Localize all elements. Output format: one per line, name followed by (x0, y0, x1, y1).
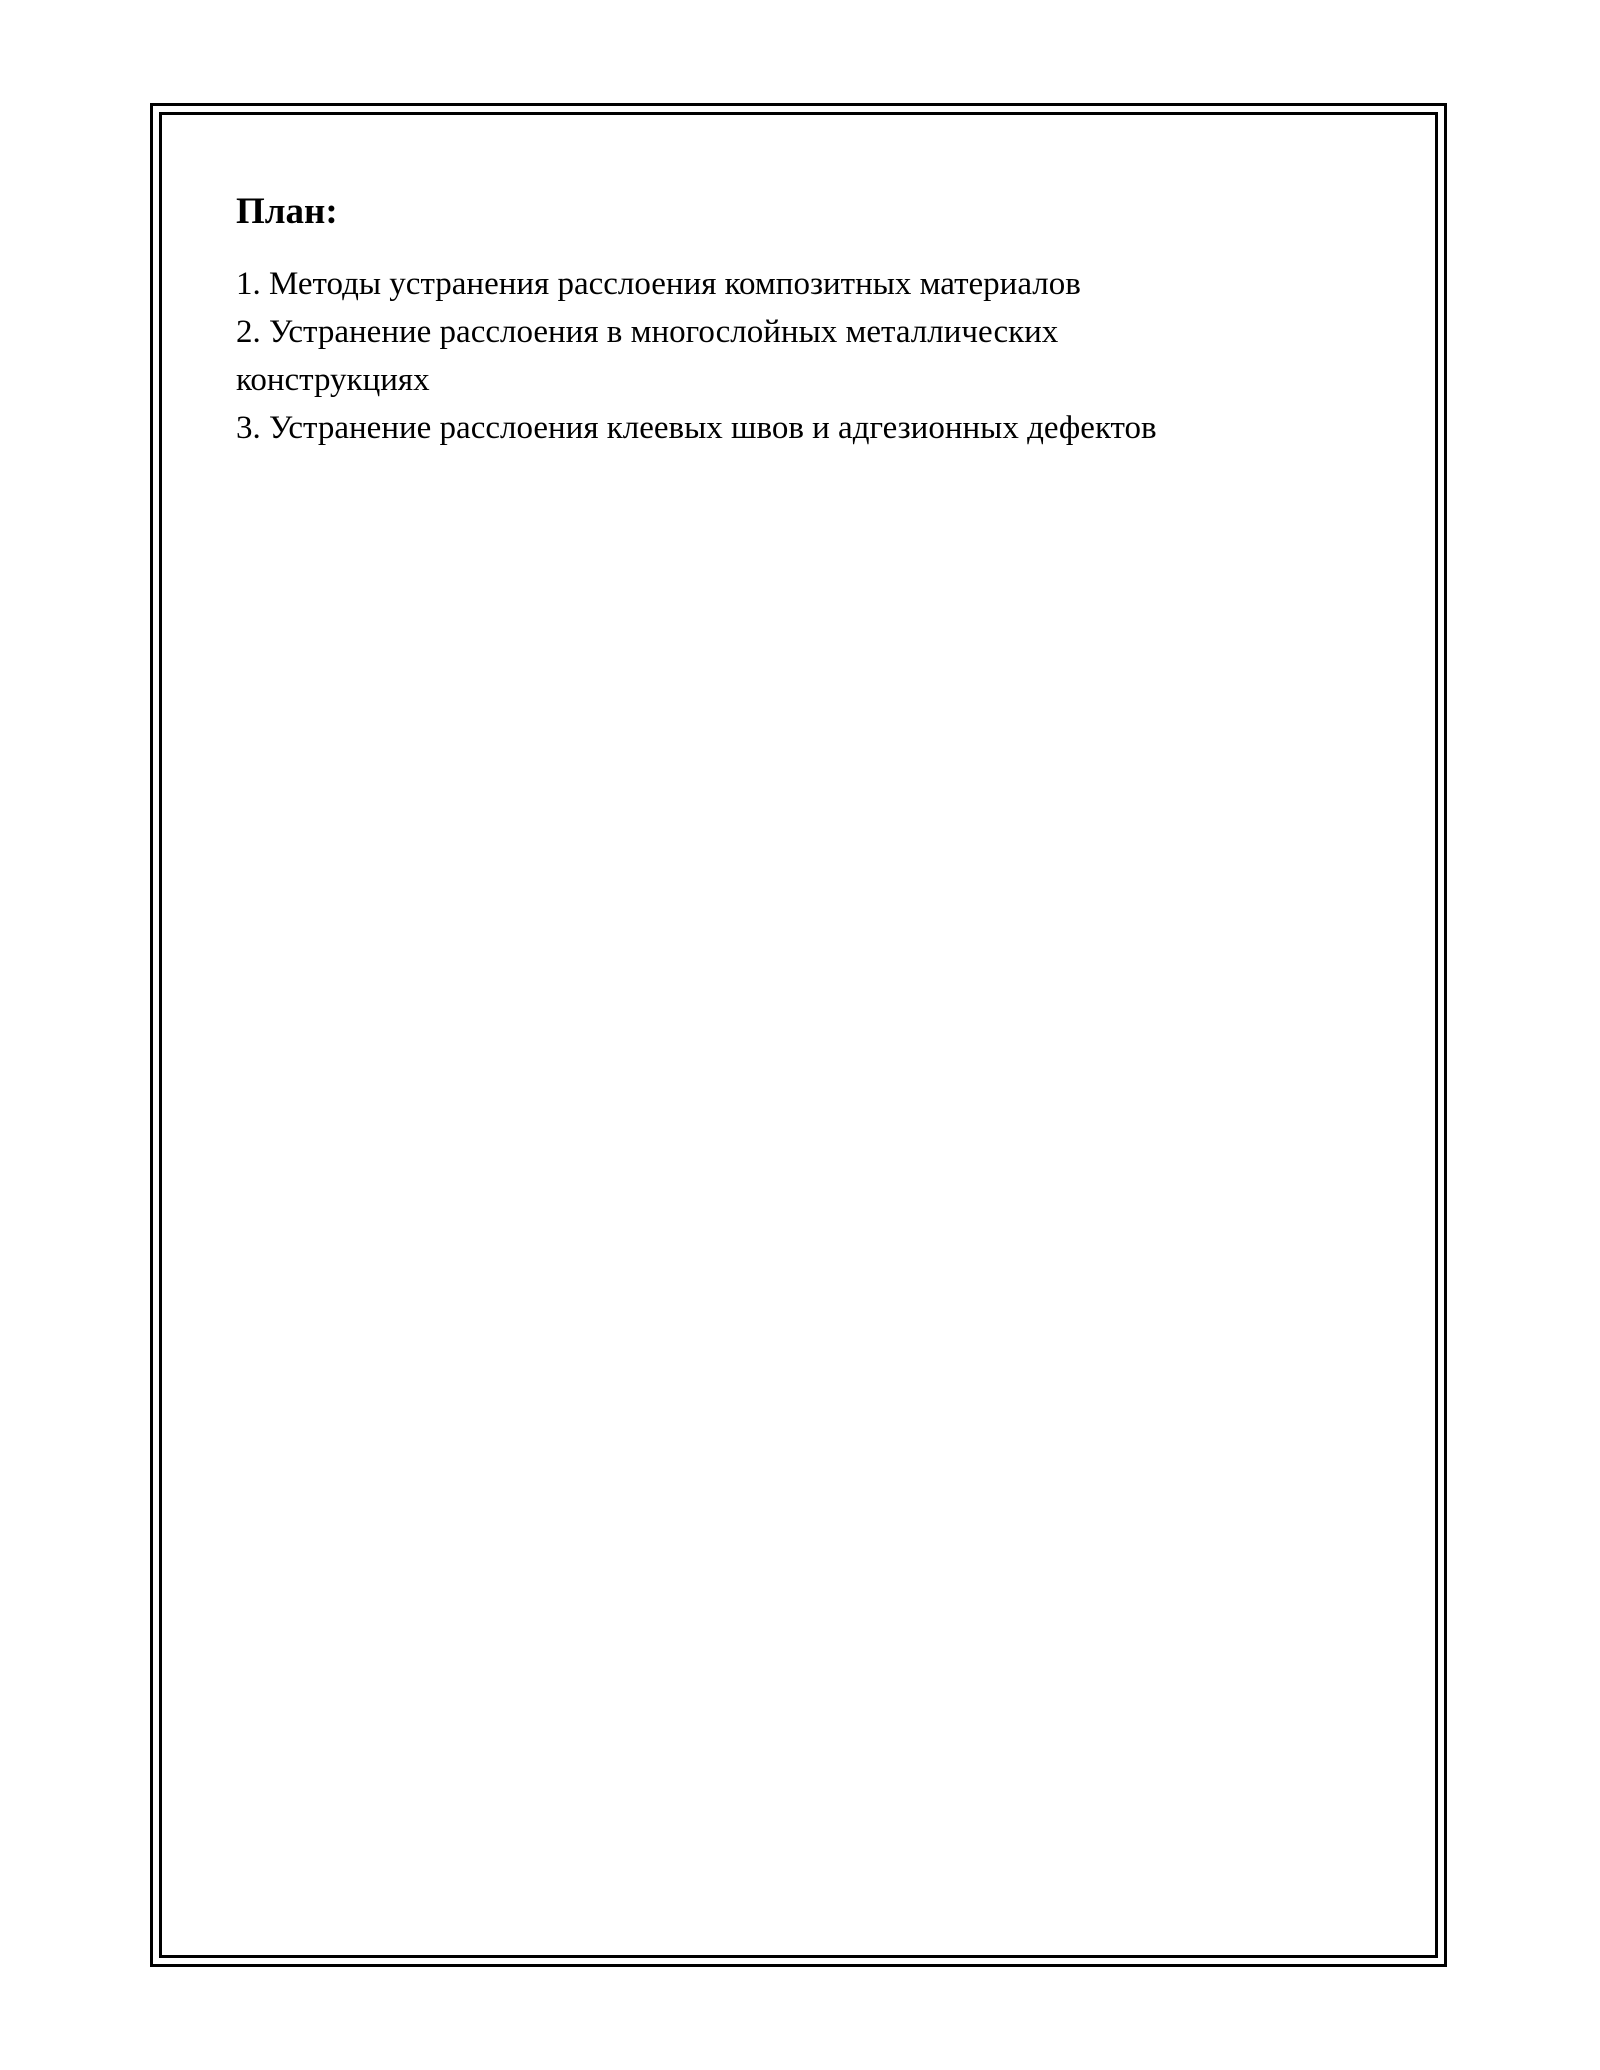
plan-list (236, 260, 1236, 452)
document-content (236, 190, 1386, 452)
plan-heading: План: (236, 191, 338, 232)
plan-item-3: 3. Устранение расслоения клеевых швов и адгезионных дефектов (236, 410, 1157, 446)
plan-item-2: 2. Устранение расслоения в многослойных металлических конструкциях (236, 314, 1059, 398)
plan-item-1: 1. Методы устранения расслоения композитных материалов (236, 266, 1081, 302)
